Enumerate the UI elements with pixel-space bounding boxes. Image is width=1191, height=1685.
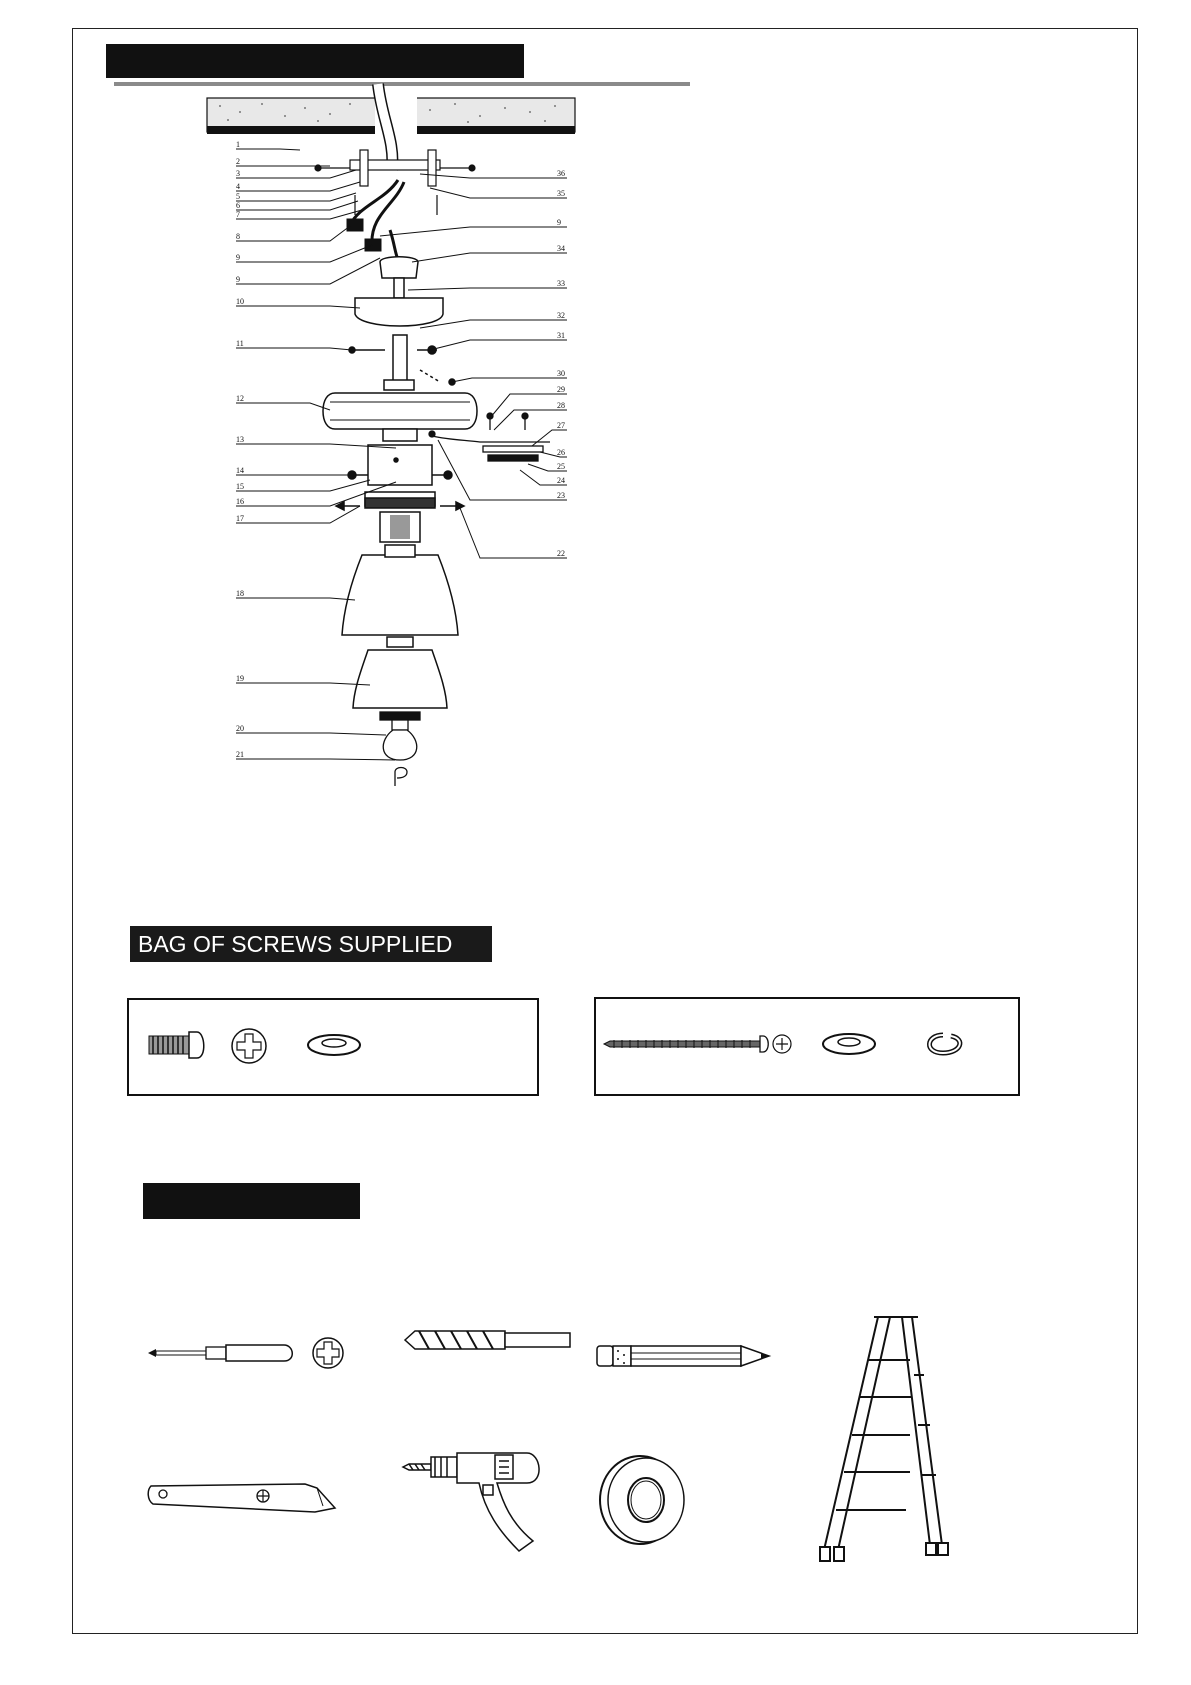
part-number-label: 22 (557, 549, 565, 558)
part-number-label: 2 (236, 157, 240, 166)
leader-line (236, 306, 360, 308)
part-number-label: 34 (557, 244, 565, 253)
part-number-label: 17 (236, 514, 244, 523)
part-number-label: 13 (236, 435, 244, 444)
leader-line (236, 226, 350, 241)
leader-line (420, 174, 567, 178)
leader-line (380, 227, 567, 236)
leader-line (236, 403, 330, 410)
part-number-label: 32 (557, 311, 565, 320)
leader-line (236, 598, 355, 600)
part-number-label: 1 (236, 140, 240, 149)
leader-line (236, 201, 358, 210)
part-number-label: 8 (236, 232, 240, 241)
part-number-label: 31 (557, 331, 565, 340)
part-number-label: 25 (557, 462, 565, 471)
electrical-tape-icon (596, 1450, 696, 1550)
leader-line (490, 394, 567, 418)
glass-shade-icon (342, 545, 458, 708)
part-number-label: 23 (557, 491, 565, 500)
leader-line (412, 253, 567, 262)
flat-washer-icon (819, 1029, 879, 1059)
canopy-icon (355, 257, 443, 326)
motor-housing-icon (323, 380, 477, 441)
leader-line (236, 210, 362, 219)
phillips-head-icon (770, 1032, 794, 1056)
drill-bit-icon (405, 1325, 575, 1355)
long-screw-icon (602, 1029, 772, 1059)
leader-line (430, 340, 567, 350)
flat-washer-icon (304, 1030, 364, 1060)
machine-screw-icon (147, 1028, 217, 1068)
leader-line (408, 288, 567, 290)
part-number-label: 6 (236, 201, 240, 210)
part-number-label: 9 (236, 275, 240, 284)
part-number-label: 9 (236, 253, 240, 262)
part-number-label: 14 (236, 466, 244, 475)
part-number-label: 11 (236, 339, 244, 348)
wiring-icon (348, 180, 404, 265)
part-number-label: 35 (557, 189, 565, 198)
part-number-label: 18 (236, 589, 244, 598)
part-number-label: 28 (557, 401, 565, 410)
spring-washer-icon (921, 1029, 971, 1059)
part-number-label: 4 (236, 182, 240, 191)
screw-bag-1 (127, 998, 539, 1096)
part-number-label: 12 (236, 394, 244, 403)
leader-line (236, 759, 395, 760)
leader-line (430, 188, 567, 198)
leader-line (236, 182, 360, 191)
pencil-icon (595, 1341, 775, 1371)
part-number-label: 15 (236, 482, 244, 491)
leader-line (420, 320, 567, 328)
part-number-label: 16 (236, 497, 244, 506)
leader-line (236, 170, 356, 178)
part-number-label: 10 (236, 297, 244, 306)
screw-bag-2 (594, 997, 1020, 1096)
leader-line (236, 149, 300, 150)
part-number-label: 33 (557, 279, 565, 288)
light-bulb-icon (380, 712, 420, 786)
phillips-head-icon (229, 1026, 269, 1066)
leader-line (532, 430, 567, 446)
utility-knife-icon (145, 1470, 345, 1520)
part-number-label: 19 (236, 674, 244, 683)
part-number-label: 30 (557, 369, 565, 378)
leader-line (452, 378, 567, 382)
leader-line (236, 480, 370, 491)
part-number-label: 26 (557, 448, 565, 457)
leader-line (460, 508, 567, 558)
part-number-label: 3 (236, 169, 240, 178)
leader-line (236, 733, 386, 735)
leader-line (236, 683, 370, 685)
downrod-icon (349, 335, 455, 385)
part-number-label: 9 (557, 218, 561, 227)
light-fitter-icon (336, 492, 464, 542)
stepladder-icon (818, 1315, 968, 1565)
part-number-label: 27 (557, 421, 565, 430)
part-number-label: 5 (236, 192, 240, 201)
electric-drill-icon (403, 1445, 583, 1555)
leader-line (236, 193, 356, 201)
part-number-label: 21 (236, 750, 244, 759)
part-number-label: 20 (236, 724, 244, 733)
part-number-label: 24 (557, 476, 565, 485)
screws-heading: BAG OF SCREWS SUPPLIED (130, 926, 492, 962)
part-number-label: 29 (557, 385, 565, 394)
switch-housing-icon (348, 445, 452, 485)
tools-heading-bar (143, 1183, 360, 1219)
leader-line (236, 245, 372, 262)
leader-line (236, 348, 352, 350)
ceiling-icon (207, 84, 575, 170)
part-number-label: 7 (236, 210, 240, 219)
part-number-label: 36 (557, 169, 565, 178)
phillips-screwdriver-icon (148, 1333, 348, 1373)
